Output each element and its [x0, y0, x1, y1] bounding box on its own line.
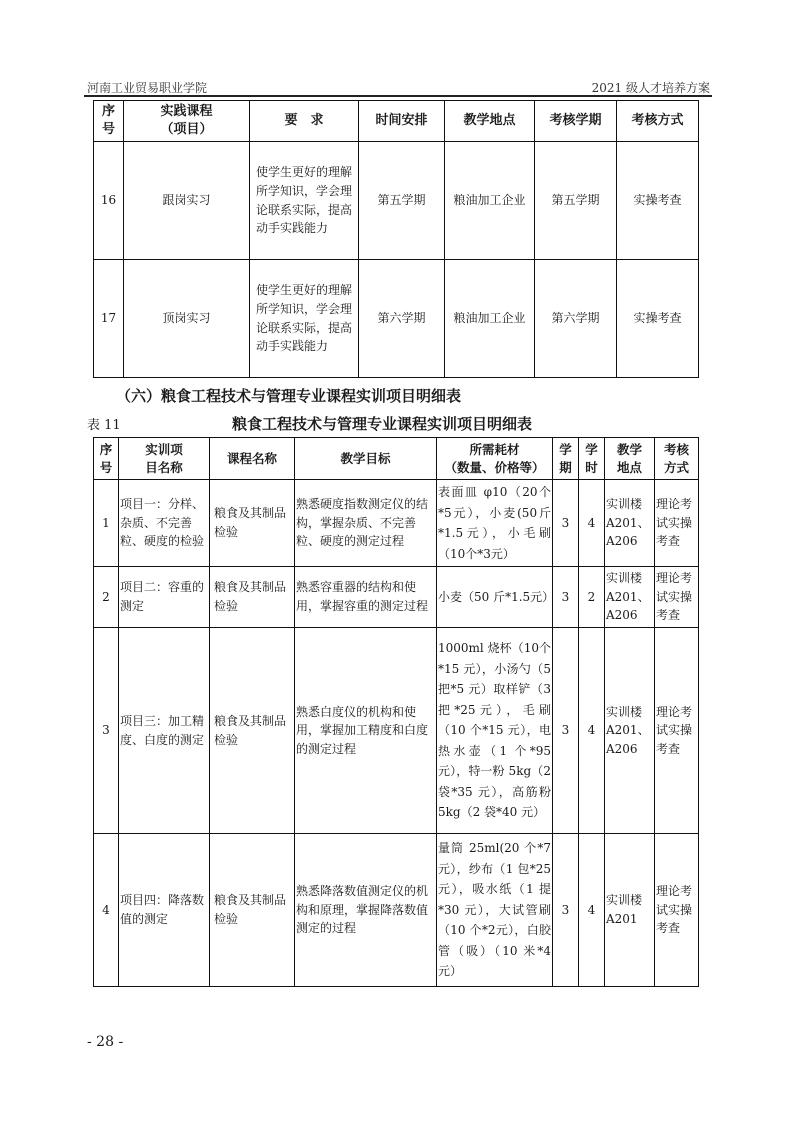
col-header-hours: 学 时	[579, 438, 605, 480]
cell-no: 1	[94, 480, 119, 567]
table-header-row	[94, 438, 699, 480]
col-header-materials: 所需耗材 （数量、价格等）	[437, 438, 553, 480]
col-header-project: 实训项 目名称	[119, 438, 210, 480]
cell-term: 3	[553, 628, 579, 834]
cell-course: 顶岗实习	[124, 260, 250, 378]
col-header-location: 教学地点	[445, 101, 535, 142]
cell-schedule: 第五学期	[359, 142, 445, 260]
cell-course: 跟岗实习	[124, 142, 250, 260]
cell-no: 17	[94, 260, 124, 378]
col-header-requirement: 要 求	[250, 101, 359, 142]
section-title: （六）粮食工程技术与管理专业课程实训项目明细表	[116, 387, 462, 405]
cell-no: 3	[94, 628, 119, 834]
cell-location: 实训楼A201、A206	[605, 567, 655, 628]
cell-location: 实训楼A201	[605, 834, 655, 987]
table-row	[94, 834, 699, 987]
col-header-no: 序 号	[94, 101, 124, 142]
page-number: - 28 -	[87, 1034, 124, 1050]
cell-method: 理论考试实操考查	[655, 628, 699, 834]
table-title: 粮食工程技术与管理专业课程实训项目明细表	[232, 415, 533, 433]
cell-location: 实训楼A201、A206	[605, 628, 655, 834]
cell-hours: 2	[579, 567, 605, 628]
cell-term: 第六学期	[535, 260, 617, 378]
col-header-course: 课程名称	[210, 438, 295, 480]
cell-course: 粮食及其制品检验	[210, 567, 295, 628]
header-document-title: 2021 级人才培养方案	[591, 81, 710, 95]
table-row	[94, 480, 699, 567]
cell-goal: 熟悉硬度指数测定仪的结构，掌握杂质、不完善粒、硬度的测定过程	[295, 480, 437, 567]
cell-no: 4	[94, 834, 119, 987]
col-header-course: 实践课程 （项目）	[124, 101, 250, 142]
practice-course-table	[93, 100, 699, 378]
table-number: 表 11	[87, 418, 121, 433]
table-row	[94, 260, 699, 378]
table-row	[94, 567, 699, 628]
col-header-schedule: 时间安排	[359, 101, 445, 142]
col-header-method: 考核 方式	[655, 438, 699, 480]
table-row	[94, 628, 699, 834]
col-header-term: 考核学期	[535, 101, 617, 142]
cell-materials: 量筒 25ml(20 个*7元），纱布（1 包*25 元），吸水纸（1 提*30 元），大试管刷（10 个*2元），白胶管（吸）（10 米*4 元）	[437, 834, 553, 987]
cell-requirement: 使学生更好的理解所学知识，学会理论联系实际，提高动手实践能力	[250, 260, 359, 378]
cell-requirement: 使学生更好的理解所学知识，学会理论联系实际，提高动手实践能力	[250, 142, 359, 260]
cell-no: 2	[94, 567, 119, 628]
table-header-row	[94, 101, 699, 142]
col-header-goal: 教学目标	[295, 438, 437, 480]
cell-method: 实操考查	[617, 260, 699, 378]
cell-no: 16	[94, 142, 124, 260]
cell-method: 理论考试实操考查	[655, 834, 699, 987]
cell-method: 理论考试实操考查	[655, 567, 699, 628]
cell-location: 粮油加工企业	[445, 260, 535, 378]
cell-term: 3	[553, 834, 579, 987]
cell-project: 项目一：分样、杂质、不完善粒、硬度的检验	[119, 480, 210, 567]
cell-course: 粮食及其制品检验	[210, 628, 295, 834]
cell-location: 实训楼A201、A206	[605, 480, 655, 567]
cell-term: 3	[553, 567, 579, 628]
col-header-no: 序 号	[94, 438, 119, 480]
col-header-method: 考核方式	[617, 101, 699, 142]
col-header-location: 教学 地点	[605, 438, 655, 480]
cell-hours: 4	[579, 834, 605, 987]
cell-course: 粮食及其制品检验	[210, 480, 295, 567]
table-row	[94, 142, 699, 260]
cell-project: 项目三：加工精度、白度的测定	[119, 628, 210, 834]
cell-goal: 熟悉容重器的结构和使用，掌握容重的测定过程	[295, 567, 437, 628]
cell-term: 第五学期	[535, 142, 617, 260]
cell-method: 理论考试实操考查	[655, 480, 699, 567]
header-institution: 河南工业贸易职业学院	[87, 81, 208, 95]
cell-goal: 熟悉降落数值测定仪的机构和原理，掌握降落数值测定的过程	[295, 834, 437, 987]
cell-location: 粮油加工企业	[445, 142, 535, 260]
cell-course: 粮食及其制品检验	[210, 834, 295, 987]
cell-hours: 4	[579, 480, 605, 567]
cell-materials: 小麦（50 斤*1.5元）	[437, 567, 553, 628]
col-header-term: 学 期	[553, 438, 579, 480]
cell-project: 项目二：容重的测定	[119, 567, 210, 628]
header-rule	[84, 95, 712, 97]
cell-project: 项目四：降落数值的测定	[119, 834, 210, 987]
cell-method: 实操考查	[617, 142, 699, 260]
cell-materials: 表面皿 φ10（20个*5元），小麦(50斤*1.5元），小毛刷（10个*3元）	[437, 480, 553, 567]
cell-materials: 1000ml 烧杯（10个*15 元），小汤勺（5 把*5 元）取样铲（3 把*25元），毛刷（10 个*15 元），电热水壶（1 个*95 元），特一粉 5kg（2 袋*35 元），高筋粉5kg（2 袋*40 元）	[437, 628, 553, 834]
cell-goal: 熟悉白度仪的机构和使用，掌握加工精度和白度的测定过程	[295, 628, 437, 834]
training-project-table	[93, 437, 699, 987]
cell-hours: 4	[579, 628, 605, 834]
cell-term: 3	[553, 480, 579, 567]
cell-schedule: 第六学期	[359, 260, 445, 378]
